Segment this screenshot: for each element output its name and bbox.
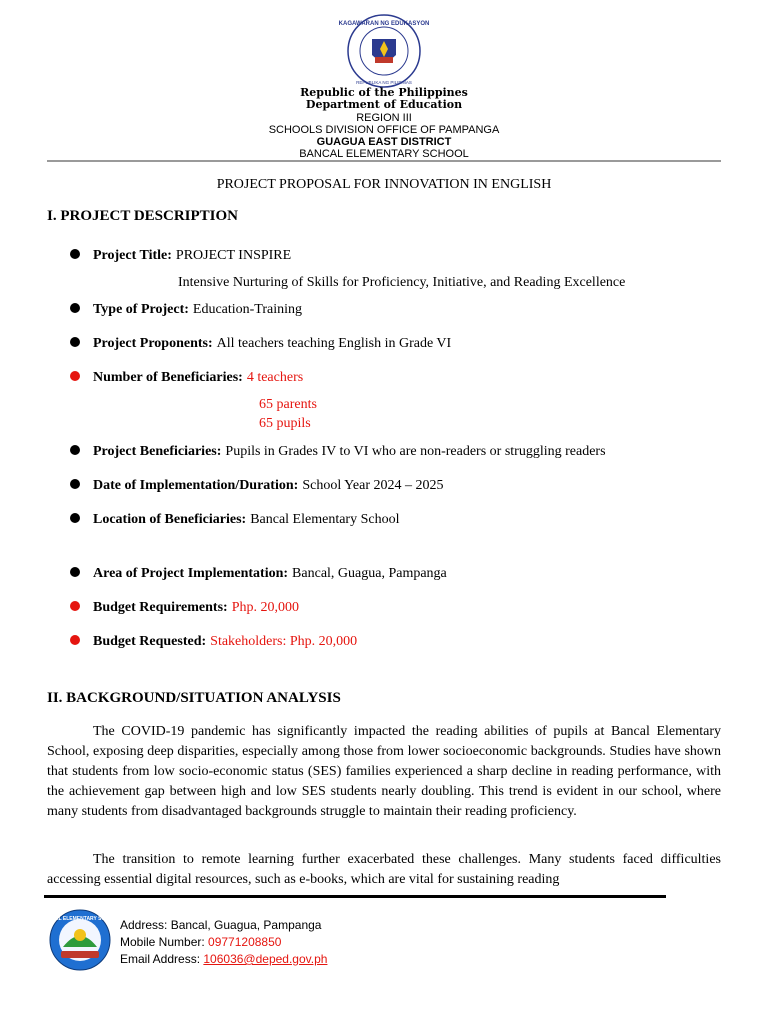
item-project-proponents bbox=[70, 336, 451, 352]
item-label: Location of Beneficiaries: bbox=[93, 512, 247, 527]
item-value: School Year 2024 – 2025 bbox=[302, 478, 444, 493]
item-value: Education-Training bbox=[192, 302, 303, 317]
bullet-icon bbox=[70, 337, 80, 347]
bullet-icon bbox=[70, 371, 80, 381]
item-label: Budget Requirements: bbox=[93, 600, 228, 615]
header-republic: Republic of the Philippines bbox=[300, 86, 468, 99]
item-value: 4 teachers bbox=[246, 370, 304, 385]
paragraph-text: The COVID-19 pandemic has significantly impacted the reading abilities of pupils at Bancal Elementary School, exposing deep disparities, especially among those from lower socioeconomic backgrounds. Studies have shown that students from low socio-economic status (SES) families experienced a sharp decline in reading performance, with the achievement gap between high and low SES students nearly doubling. This trend is evident in our school, where many students from disadvantaged backgrounds struggle to maintain their reading proficiency. bbox=[47, 724, 721, 819]
background-paragraph-2 bbox=[47, 850, 721, 890]
item-budget-requested bbox=[70, 634, 357, 650]
section-heading-project-description: I. PROJECT DESCRIPTION bbox=[47, 208, 239, 224]
header-district: GUAGUA EAST DISTRICT bbox=[316, 136, 452, 148]
item-budget-requirements bbox=[70, 600, 299, 616]
bullet-icon bbox=[70, 635, 80, 645]
item-label: Area of Project Implementation: bbox=[93, 566, 289, 581]
item-value: Stakeholders: Php. 20,000 bbox=[210, 634, 358, 649]
item-date-of-implementation bbox=[70, 478, 443, 494]
seal-text-bottom: REPUBLIKA NG PILIPINAS bbox=[356, 80, 412, 85]
bullet-icon bbox=[70, 445, 80, 455]
item-value: All teachers teaching English in Grade VI bbox=[216, 336, 452, 351]
bullet-icon bbox=[70, 303, 80, 313]
document-title: PROJECT PROPOSAL FOR INNOVATION IN ENGLISH bbox=[216, 177, 552, 192]
item-label: Type of Project: bbox=[93, 302, 189, 317]
beneficiaries-parents: 65 parents bbox=[259, 397, 317, 412]
school-logo-text: BANCAL ELEMENTARY SCHOOL bbox=[40, 916, 120, 922]
item-label: Number of Beneficiaries: bbox=[93, 370, 243, 385]
header-divider bbox=[47, 160, 721, 162]
seal-text-top: KAGAWARAN NG EDUKASYON bbox=[338, 21, 430, 27]
item-label: Project Title: bbox=[93, 248, 172, 263]
mobile-label: Mobile Number: bbox=[120, 935, 209, 949]
header-school: BANCAL ELEMENTARY SCHOOL bbox=[299, 148, 469, 160]
project-title-expansion: Intensive Nurturing of Skills for Proficiency, Initiative, and Reading Excellence bbox=[178, 275, 626, 290]
section-heading-background: II. BACKGROUND/SITUATION ANALYSIS bbox=[47, 690, 341, 706]
header-department: Department of Education bbox=[305, 98, 463, 111]
paragraph-text: The transition to remote learning further exacerbated these challenges. Many students faced difficulties accessing essential digital resources, such as e-books, which are vital for sustaining reading bbox=[47, 852, 721, 887]
beneficiaries-pupils: 65 pupils bbox=[259, 416, 311, 431]
item-project-beneficiaries bbox=[70, 444, 606, 460]
item-label: Date of Implementation/Duration: bbox=[93, 478, 299, 493]
item-project-title bbox=[70, 248, 291, 264]
item-label: Project Beneficiaries: bbox=[93, 444, 222, 459]
header-region: REGION III bbox=[356, 112, 412, 124]
item-area-of-implementation bbox=[70, 566, 447, 582]
item-value: Pupils in Grades IV to VI who are non-readers or struggling readers bbox=[225, 444, 606, 459]
item-value: Php. 20,000 bbox=[231, 600, 299, 615]
mobile-number: 09771208850 bbox=[208, 935, 282, 949]
bullet-icon bbox=[70, 567, 80, 577]
deped-seal-logo bbox=[339, 13, 429, 89]
footer-divider bbox=[44, 895, 666, 898]
background-paragraph-1 bbox=[47, 722, 721, 822]
email-link[interactable]: 106036@deped.gov.ph bbox=[203, 952, 328, 966]
footer-mobile bbox=[120, 934, 281, 950]
item-value: Bancal, Guagua, Pampanga bbox=[292, 566, 447, 581]
footer-email bbox=[120, 951, 327, 967]
bullet-icon bbox=[70, 249, 80, 259]
email-label: Email Address: bbox=[120, 952, 204, 966]
item-value: Bancal Elementary School bbox=[250, 512, 400, 527]
item-value: PROJECT INSPIRE bbox=[175, 248, 292, 263]
bullet-icon bbox=[70, 601, 80, 611]
item-number-of-beneficiaries bbox=[70, 370, 303, 386]
item-label: Budget Requested: bbox=[93, 634, 207, 649]
bullet-icon bbox=[70, 479, 80, 489]
item-label: Project Proponents: bbox=[93, 336, 213, 351]
bullet-icon bbox=[70, 513, 80, 523]
item-location-of-beneficiaries bbox=[70, 512, 399, 528]
header-division: SCHOOLS DIVISION OFFICE OF PAMPANGA bbox=[268, 124, 500, 136]
school-logo bbox=[40, 909, 120, 971]
footer-address: Address: Bancal, Guagua, Pampanga bbox=[120, 918, 322, 932]
item-type-of-project bbox=[70, 302, 302, 318]
